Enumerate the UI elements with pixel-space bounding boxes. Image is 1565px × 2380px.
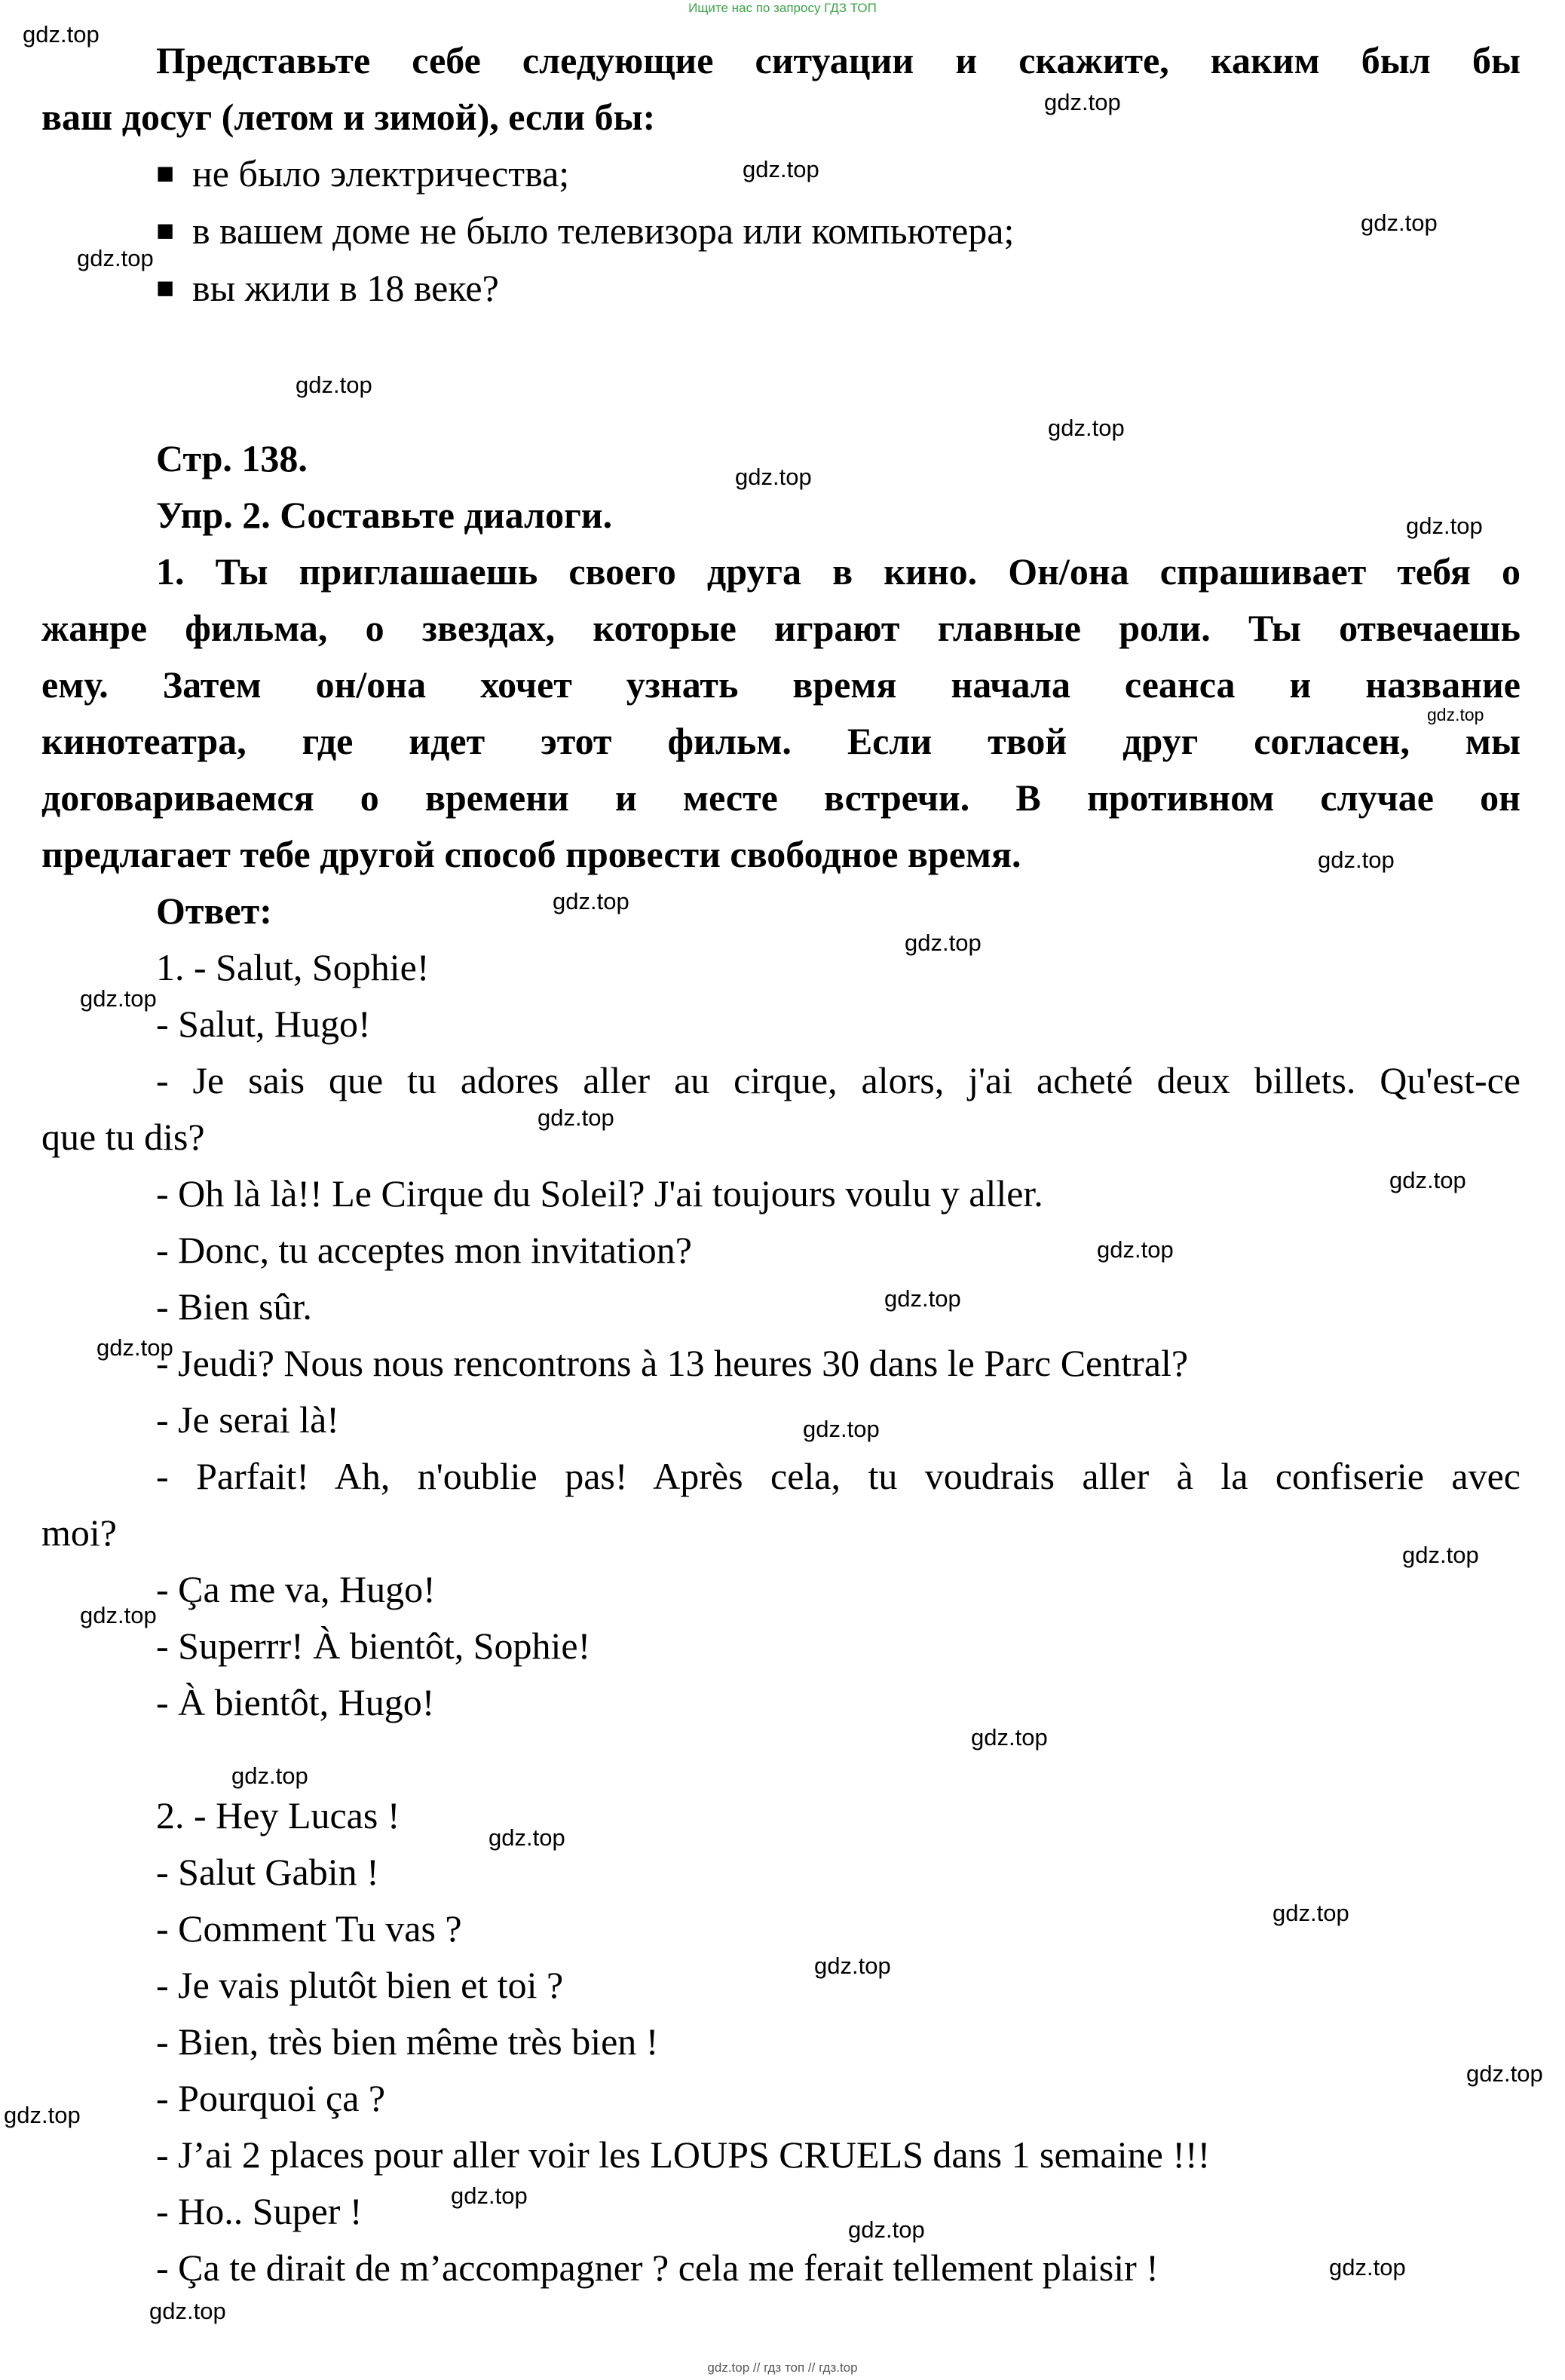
watermark: gdz.top xyxy=(23,21,100,47)
dialogue-line: 2. - Hey Lucas ! xyxy=(156,1794,400,1836)
dialogue-line: - Salut, Hugo! xyxy=(156,1003,371,1045)
task-line: жанре фильма, о звездах, которые играют главные роли. Ты отвечаешь xyxy=(41,607,1521,649)
bullet-square-icon: ■ xyxy=(156,156,175,190)
watermark: gdz.top xyxy=(1097,1236,1174,1263)
task-line: кинотеатра, где идет этот фильм. Если твой друг согласен, мы xyxy=(41,720,1521,762)
dialogue-line: - À bientôt, Hugo! xyxy=(156,1681,435,1723)
watermark: gdz.top xyxy=(971,1724,1048,1751)
dialogue-line: - J’ai 2 places pour aller voir les LOUPS CRUELS dans 1 semaine !!! xyxy=(156,2133,1211,2176)
watermark: gdz.top xyxy=(848,2216,925,2243)
watermark: gdz.top xyxy=(4,2102,81,2128)
bullet-square-icon: ■ xyxy=(156,271,175,305)
watermark: gdz.top xyxy=(735,464,812,490)
dialogue-line: moi? xyxy=(41,1512,117,1554)
task-line: предлагает тебе другой способ провести свободное время. xyxy=(41,833,1021,875)
watermark: gdz.top xyxy=(231,1763,308,1789)
intro-line-2: ваш досуг (летом и зимой), если бы: xyxy=(41,96,656,138)
dialogue-line: - Bien sûr. xyxy=(156,1285,312,1328)
watermark: gdz.top xyxy=(1389,1167,1466,1193)
dialogue-line: - Salut Gabin ! xyxy=(156,1851,379,1893)
watermark: gdz.top xyxy=(488,1824,565,1851)
watermark: gdz.top xyxy=(80,985,157,1012)
watermark: gdz.top xyxy=(296,372,372,398)
watermark: gdz.top xyxy=(905,930,982,956)
answer-label: Ответ: xyxy=(156,890,272,932)
watermark: gdz.top xyxy=(1402,1542,1479,1568)
dialogue-line: - Ho.. Super ! xyxy=(156,2190,363,2232)
bullet-item: в вашем доме не было телевизора или компьютера; xyxy=(192,210,1015,252)
task-line: 1. Ты приглашаешь своего друга в кино. Он/она спрашивает тебя о xyxy=(156,550,1521,593)
bullet-square-icon: ■ xyxy=(156,213,175,247)
watermark: gdz.top xyxy=(1044,89,1121,115)
dialogue-line: - Ça te dirait de m’accompagner ? cela me ferait tellement plaisir ! xyxy=(156,2247,1159,2289)
dialogue-line: - Je serai là! xyxy=(156,1398,339,1441)
dialogue-line: - Pourquoi ça ? xyxy=(156,2077,386,2119)
watermark: gdz.top xyxy=(553,888,629,914)
watermark: gdz.top xyxy=(1466,2060,1543,2087)
watermark: gdz.top xyxy=(1329,2254,1406,2280)
watermark: gdz.top xyxy=(537,1104,614,1131)
watermark: gdz.top xyxy=(77,245,154,271)
bullet-item: вы жили в 18 веке? xyxy=(192,267,499,309)
dialogue-line: - Ça me va, Hugo! xyxy=(156,1568,436,1610)
dialogue-line: - Je vais plutôt bien et toi ? xyxy=(156,1964,564,2006)
watermark: gdz.top xyxy=(1273,1900,1349,1926)
page-reference: Стр. 138. xyxy=(156,437,308,479)
dialogue-line: - Parfait! Ah, n'oublie pas! Après cela, tu voudrais aller à la confiserie avec xyxy=(156,1455,1521,1497)
footer: gdz.top // гдз топ // гдз.top xyxy=(707,2360,858,2375)
watermark: gdz.top xyxy=(149,2298,226,2324)
top-banner: Ищите нас по запросу ГДЗ ТОП xyxy=(688,1,877,15)
watermark: gdz.top xyxy=(803,1416,880,1442)
watermark: gdz.top xyxy=(80,1602,157,1628)
task-line: ему. Затем он/она хочет узнать время начала сеанса и название xyxy=(41,663,1521,706)
dialogue-line: 1. - Salut, Sophie! xyxy=(156,946,430,988)
dialogue-line: - Superrr! À bientôt, Sophie! xyxy=(156,1625,591,1667)
dialogue-line: - Oh là là!! Le Cirque du Soleil? J'ai toujours voulu y aller. xyxy=(156,1172,1043,1215)
watermark: gdz.top xyxy=(1361,210,1438,236)
dialogue-line: - Je sais que tu adores aller au cirque, alors, j'ai acheté deux billets. Qu'est-ce xyxy=(156,1059,1521,1101)
watermark: gdz.top xyxy=(814,1953,891,1979)
task-line: договариваемся о времени и месте встречи. В противном случае он xyxy=(41,776,1521,819)
dialogue-line: que tu dis? xyxy=(41,1116,205,1158)
watermark: gdz.top xyxy=(1318,847,1395,873)
watermark: gdz.top xyxy=(1048,415,1125,441)
dialogue-line: - Jeudi? Nous nous rencontrons à 13 heures 30 dans le Parc Central? xyxy=(156,1342,1189,1384)
watermark: gdz.top xyxy=(884,1285,961,1312)
watermark: gdz.top xyxy=(1406,513,1483,539)
watermark: gdz.top xyxy=(96,1334,173,1361)
watermark: gdz.top xyxy=(451,2182,528,2209)
watermark: gdz.top xyxy=(743,156,819,182)
exercise-title: Упр. 2. Составьте диалоги. xyxy=(156,494,613,536)
intro-line-1: Представьте себе следующие ситуации и скажите, каким был бы xyxy=(156,39,1521,81)
dialogue-line: - Bien, très bien même très bien ! xyxy=(156,2020,659,2063)
bullet-item: не было электричества; xyxy=(192,152,570,195)
watermark: gdz.top xyxy=(1427,705,1484,724)
dialogue-line: - Comment Tu vas ? xyxy=(156,1907,462,1950)
dialogue-line: - Donc, tu acceptes mon invitation? xyxy=(156,1229,692,1271)
